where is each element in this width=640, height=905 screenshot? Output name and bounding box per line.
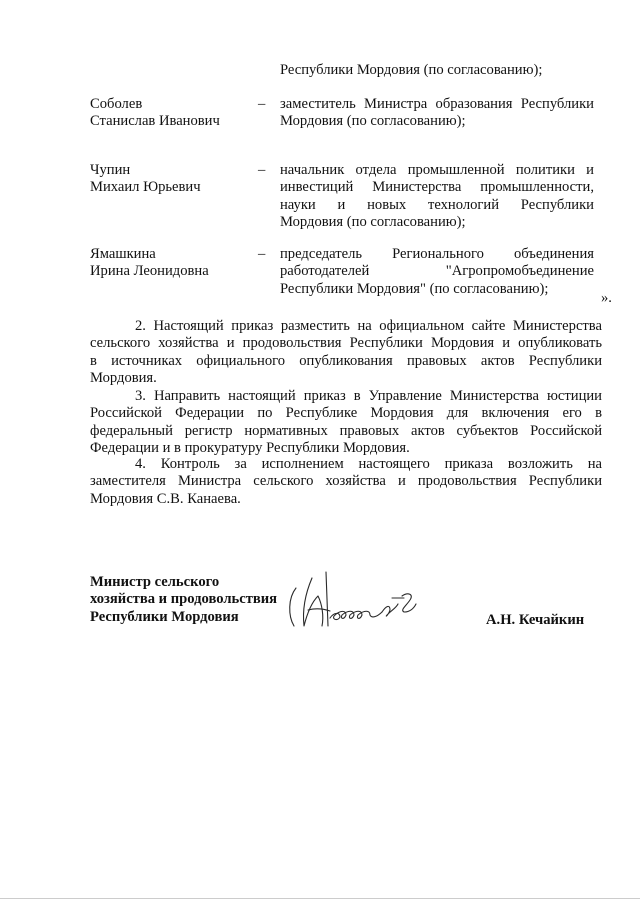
role-line: начальник отдела промышленной политики и [280,162,594,178]
paragraph-control [90,456,602,508]
role-line: Мордовия (по согласованию); [280,214,466,231]
signatory-name: А.Н. Кечайкин [486,612,585,628]
paragraph-line: Мордовия С.В. Канаева. [90,490,241,507]
member-role [280,162,594,232]
paragraph-registration [90,388,602,458]
continuation-line: Республики Мордовия (по согласованию); [280,62,543,78]
signatory-title-line: хозяйства и продовольствия [90,591,278,608]
member-given-names: Михаил Юрьевич [90,179,201,196]
signatory-title-line: Республики Мордовия [90,608,239,625]
member-role [280,246,594,298]
member-given-names: Ирина Леонидовна [90,263,209,280]
role-line: работодателей "Агропромобъединение [280,263,594,280]
paragraph-line: Мордовия. [90,370,157,387]
member-surname: Ямашкина [90,246,156,262]
paragraph-line: 2. Настоящий приказ разместить на официальном сайте Министерства [135,318,602,334]
member-dash: – [258,96,266,112]
role-line: Мордовия (по согласованию); [280,113,466,130]
paragraph-line: Федерации и в прокуратуру Республики Мордовия. [90,440,410,457]
handwritten-signature [282,568,432,638]
paragraph-line: 4. Контроль за исполнением настоящего приказа возложить на [135,456,602,472]
member-name [90,246,260,281]
role-line: Республики Мордовия" (по согласованию); [280,280,549,297]
member-surname: Соболев [90,96,143,112]
member-dash: – [258,162,266,178]
role-line: заместитель Министра образования Республики [280,96,594,112]
paragraph-publication [90,318,602,388]
member-dash: – [258,246,266,262]
member-given-names: Станислав Иванович [90,113,220,130]
member-name [90,96,260,131]
member-name [90,162,260,197]
paragraph-line: 3. Направить настоящий приказ в Управление Министерства юстиции [135,388,602,404]
signatory-title-line: Министр сельского [90,574,220,590]
closing-quote: ». [601,290,612,306]
member-surname: Чупин [90,162,131,178]
role-line: председатель Регионального объединения [280,246,594,262]
paragraph-line: сельского хозяйства и продовольствия Республики Мордовия и опубликовать [90,335,602,352]
role-line: науки и новых технологий Республики [280,196,594,213]
paragraph-line: заместителя Министра сельского хозяйства и продовольствия Республики [90,473,602,490]
paragraph-line: Российской Федерации по Республике Мордовия для включения его в [90,405,602,422]
paragraph-line: в источниках официального опубликования правовых актов Республики [90,352,602,369]
paragraph-line: федеральный регистр нормативных правовых актов субъектов Российской [90,422,602,439]
signatory-title [90,574,277,626]
page-bottom-edge [0,898,640,899]
member-role [280,96,594,131]
role-line: инвестиций Министерства промышленности, [280,179,594,196]
